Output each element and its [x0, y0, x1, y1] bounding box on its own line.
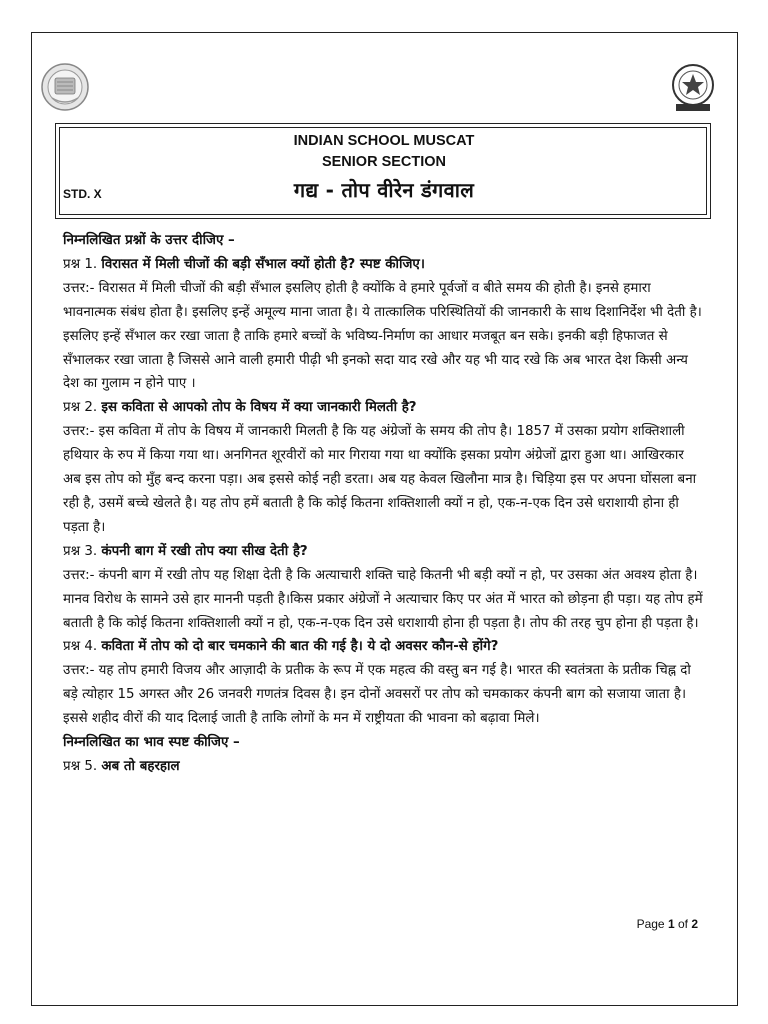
nabet-seal-icon	[668, 62, 718, 112]
question-5	[63, 755, 705, 779]
question-number: प्रश्न 4.	[63, 639, 98, 655]
instruction-heading-2: निम्नलिखित का भाव स्पष्ट कीजिए –	[63, 735, 240, 751]
school-emblem-icon	[40, 62, 90, 112]
instruction-heading: निम्नलिखित प्रश्नों के उत्तर दीजिए –	[63, 233, 235, 248]
school-name: INDIAN SCHOOL MUSCAT	[293, 133, 475, 149]
question-text: विरासत में मिली चीजों की बड़ी सँभाल क्यों होती है? स्पष्ट कीजिए।	[101, 256, 425, 272]
section-name: SENIOR SECTION	[321, 154, 447, 170]
question-number: प्रश्न 3.	[63, 543, 98, 559]
question-text: कंपनी बाग में रखी तोप क्या सीख देती है?	[101, 543, 308, 559]
answer-1: उत्तर:- विरासत में मिली चीजों की बड़ी सँभाल इसलिए होती है क्योंकि वे हमारे पूर्वजों व बीते समय की होती है। इनसे हमारा भावनात्मक संबंध होता है। इसलिए इन्हें अमूल्य माना जाता है। ये तात्कालिक परिस्थितियों की जानकारी के साथ दिशानिर्देश भी देती है। इसलिए इन्हें सँभाल कर रखा जाता है ताकि हमारे बच्चों के भविष्य-निर्माण का आधार मजबूत बन सके। इनकी बड़ी हिफाजत से सँभालकर रखा जाता है जिससे आने वाली हमारी पीढ़ी भी इनको सदा याद रखे और यह भी याद रखे कि अब भारत देश किसी अन्य देश का गुलाम न होने पाए ।	[63, 280, 702, 392]
chapter-title: गद्य - तोप वीरेन डंगवाल	[293, 178, 475, 202]
worksheet-content	[63, 229, 705, 779]
question-number: प्रश्न 1.	[63, 256, 98, 272]
question-3	[63, 540, 705, 564]
answer-2: उत्तर:- इस कविता में तोप के विषय में जानकारी मिलती है कि यह अंग्रेजों के समय की तोप है। 1857 में उसका प्रयोग शक्तिशाली हथियार के रुप में किया गया था। अनगिनत शूरवीरों को मार गिराया गया था क्योंकि इसका प्रयोग अंग्रेजों द्वारा हुआ था। आखिरकार अब इस तोप को मुँह बन्द करना पड़ा। अब इससे कोई नही डरता। अब यह केवल खिलौना मात्र है। चिड़िया इस पर अपना घोंसला बना रही है, उसमें बच्चे खेलते है। यह तोप हमें बताती है कि कोई कितना शक्तिशाली क्यों न हो, एक-न-एक दिन उसे धराशायी होना ही पड़ता है।	[63, 424, 697, 535]
question-number: प्रश्न 5.	[63, 758, 98, 774]
answer-3: उत्तर:- कंपनी बाग में रखी तोप यह शिक्षा देती है कि अत्याचारी शक्ति चाहे कितनी भी बड़ी क्यों न हो, पर उसका अंत अवश्य होता है। मानव विरोध के सामने उसे हार माननी पड़ती है।किस प्रकार अंग्रेजों ने अत्याचार किए पर अंत में भारत को छोड़ना ही पड़ा। यह तोप हमें बताती है कि कोई कितना शक्तिशाली क्यों न हो, एक-न-एक दिन उसे धराशायी होना ही पड़ता है। तोप की तरह चुप होना ही पड़ता है।	[63, 567, 703, 631]
question-1	[63, 253, 705, 277]
question-text: कविता में तोप को दो बार चमकाने की बात की गई है। ये दो अवसर कौन-से होंगे?	[101, 639, 499, 655]
question-2	[63, 396, 705, 420]
page-number: Page 1 of 2	[636, 917, 698, 931]
question-text: इस कविता से आपको तोप के विषय में क्या जानकारी मिलती है?	[101, 400, 417, 416]
question-4	[63, 635, 705, 659]
answer-4: उत्तर:- यह तोप हमारी विजय और आज़ादी के प्रतीक के रूप में एक महत्व की वस्तु बन गई है। भारत की स्वतंत्रता के प्रतीक चिह्न दो बड़े त्योहार 15 अगस्त और 26 जनवरी गणतंत्र दिवस है। इन दोनों अवसरों पर तोप को चमकाकर कंपनी बाग को सजाया जाता है। इससे शहीद वीरों की याद दिलाई जाती है ताकि लोगों के मन में राष्ट्रीयता की भावना को बढ़ावा मिले।	[63, 663, 691, 727]
question-number: प्रश्न 2.	[63, 400, 98, 416]
question-text: अब तो बहरहाल	[101, 758, 180, 774]
class-label: STD. X	[63, 187, 102, 201]
